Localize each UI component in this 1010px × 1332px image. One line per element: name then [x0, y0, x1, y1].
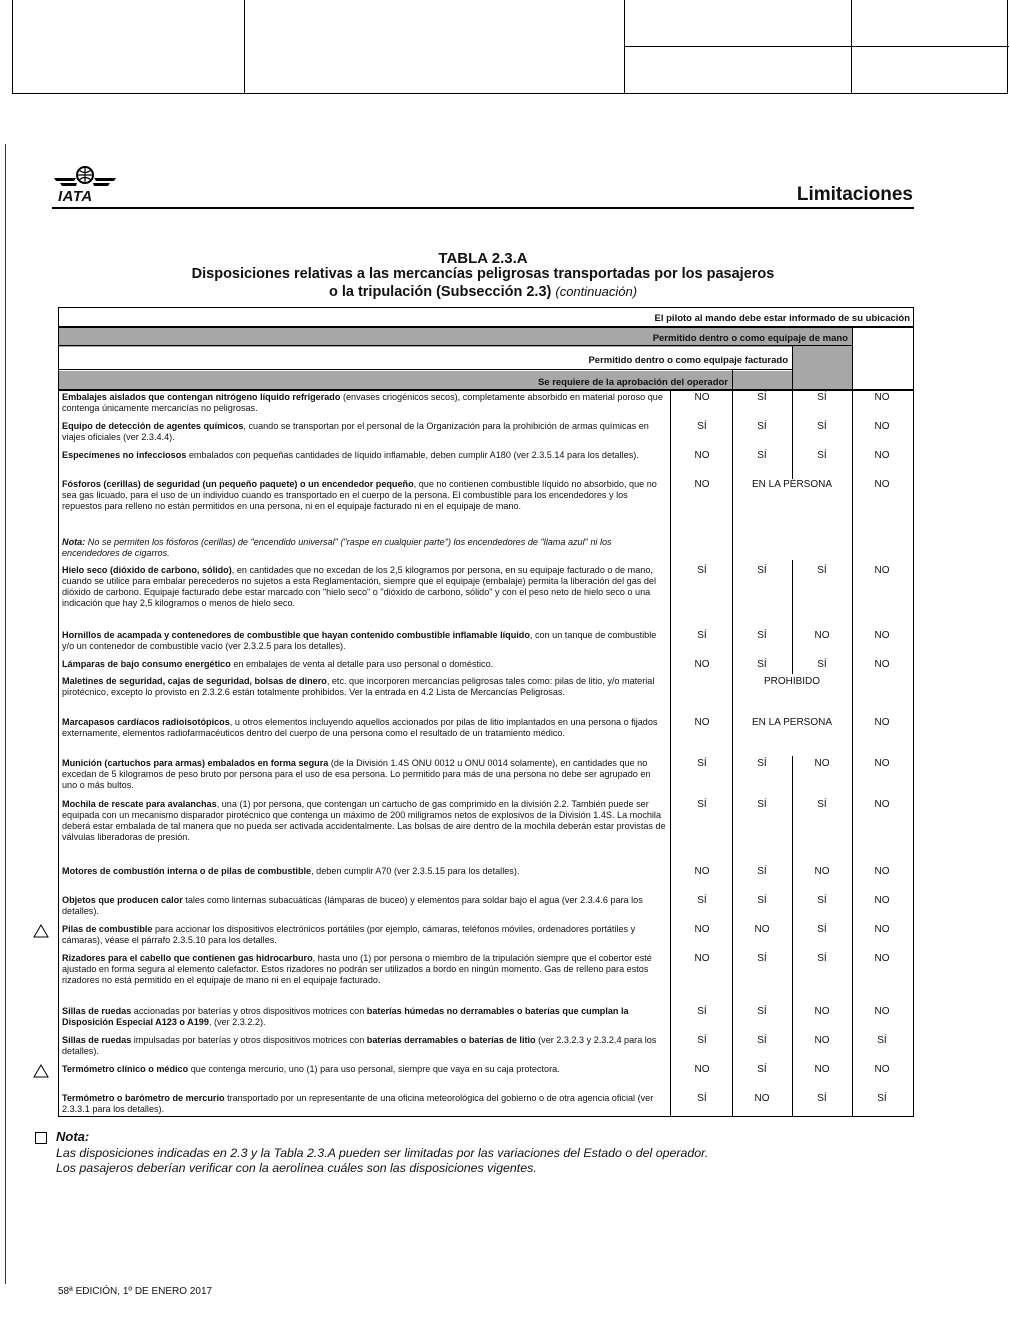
cell-facturado: SÍ	[757, 392, 767, 403]
cell-piloto: NO	[874, 565, 890, 576]
cell-facturado: SÍ	[757, 630, 767, 641]
cell-piloto: NO	[874, 1006, 890, 1017]
table-line	[670, 389, 671, 1117]
cell-mano: SÍ	[817, 799, 827, 810]
cell-aprobacion: NO	[694, 866, 710, 877]
cell-piloto: NO	[874, 392, 890, 403]
cell-facturado: SÍ	[757, 895, 767, 906]
cell-facturado: SÍ	[757, 1006, 767, 1017]
table-row: Fósforos (cerillas) de seguridad (un pequeño paquete) o un encendedor pequeño, que no contienen combustible líquido no absorbido, que no sea gas licuado, para el uso de un individuo cuando es transportado en el cuerpo de la persona. El combustible para los encendedores y los repuestos para relleno no están permitidos en una persona, ni en el equipaje facturado ni en el equipaje de mano.	[62, 479, 657, 511]
table-row: Objetos que producen calor tales como linternas subacuáticas (lámparas de buceo) y elementos para soldar bajo el agua (ver 2.3.4.6 para los detalles).	[62, 895, 643, 916]
table-row: Sillas de ruedas impulsadas por baterías y otros dispositivos motrices con baterías derramables o baterías de litio (ver 2.3.2.3 y 2.3.2.4 para los detalles).	[62, 1035, 657, 1056]
cell-aprobacion: SÍ	[697, 758, 707, 769]
cell-facturado: NO	[754, 924, 770, 935]
table-subtitle-2: o la tripulación (Subsección 2.3) (continuación)	[328, 284, 638, 300]
table-line	[58, 345, 852, 346]
cell-mano: SÍ	[817, 421, 827, 432]
header-shade	[732, 371, 792, 389]
cell-facturado: SÍ	[757, 1035, 767, 1046]
table-line	[58, 389, 914, 391]
revision-triangle-icon	[33, 1064, 49, 1078]
cell-facturado: SÍ	[757, 421, 767, 432]
cell-piloto: NO	[874, 717, 890, 728]
cell-facturado: SÍ	[757, 1064, 767, 1075]
table-row: Rizadores para el cabello que contienen gas hidrocarburo, hasta uno (1) por persona o miembro de la tripulación siempre que el cobertor esté ajustado en forma segura al elemento calefactor. Estos rizadores no podrán ser utilizados a bordo en ningún momento. Gas de relleno para estos rizadores no está permitido en el equipaje de mano ni en el equipaje facturado.	[62, 953, 652, 985]
cell-piloto: NO	[874, 479, 890, 490]
table-row: Sillas de ruedas accionadas por baterías y otros dispositivos motrices con baterías húmedas no derramables o baterías que cumplan la Disposición Especial A123 o A199, (ver 2.3.2.2).	[62, 1006, 629, 1027]
cell-piloto: NO	[874, 895, 890, 906]
table-line	[792, 560, 793, 674]
cell-piloto: SÍ	[877, 1035, 887, 1046]
cell-mano: SÍ	[817, 953, 827, 964]
table-line	[852, 389, 853, 1117]
header-facturado: Permitido dentro o como equipaje facturado	[588, 355, 788, 366]
cell-aprobacion: SÍ	[697, 799, 707, 810]
cell-aprobacion: SÍ	[697, 1035, 707, 1046]
header-piloto: El piloto al mando debe estar informado de su ubicación	[654, 313, 910, 324]
cell-piloto: SÍ	[877, 1093, 887, 1104]
cell-piloto: NO	[874, 953, 890, 964]
table-row: Lámparas de bajo consumo energético en embalajes de venta al detalle para uso personal o doméstico.	[62, 659, 494, 669]
cell-mano: SÍ	[817, 924, 827, 935]
cell-aprobacion: SÍ	[697, 565, 707, 576]
cell-mano: NO	[814, 1035, 830, 1046]
cell-piloto: NO	[874, 421, 890, 432]
cell-mano: SÍ	[817, 659, 827, 670]
cell-piloto: NO	[874, 924, 890, 935]
cell-aprobacion: SÍ	[697, 1006, 707, 1017]
cell-aprobacion: NO	[694, 924, 710, 935]
note-line: Las disposiciones indicadas en 2.3 y la Tabla 2.3.A pueden ser limitadas por las variaciones del Estado o del operador.	[56, 1146, 709, 1160]
cell-facturado: SÍ	[757, 565, 767, 576]
cell-aprobacion: NO	[694, 392, 710, 403]
header-rule	[52, 207, 914, 209]
cell-aprobacion: SÍ	[697, 421, 707, 432]
cell-facturado: NO	[754, 1093, 770, 1104]
cell-aprobacion: NO	[694, 450, 710, 461]
cell-piloto: NO	[874, 630, 890, 641]
table-row: Embalajes aislados que contengan nitrógeno líquido refrigerado (envases criogénicos secos), completamente absorbido en material poroso que contenga únicamente mercancías no peligrosas.	[62, 392, 663, 413]
cell-en-la-persona: EN LA PERSONA	[751, 717, 833, 728]
table-row: Mochila de rescate para avalanchas, una (1) por persona, que contengan un cartucho de gas comprimido en la división 2.2. También puede ser equipada con un mecanismo disparador pirotécnico que contenga un máximo de 200 miligramos netos de explosivos de la División 1.4S. La mochila deberá estar embalada de tal manera que no pueda ser activada accidentalmente. Las bolsas de aire dentro de la mochila deberán estar provistas de válvulas liberadoras de presión.	[62, 799, 666, 842]
cell-aprobacion: NO	[694, 953, 710, 964]
cell-en-la-persona: EN LA PERSONA	[751, 479, 833, 490]
table-subtitle: Disposiciones relativas a las mercancías peligrosas transportadas por los pasajeros	[191, 266, 775, 282]
table-line	[792, 756, 793, 1117]
cell-facturado: SÍ	[757, 659, 767, 670]
table-line	[732, 389, 733, 1117]
cell-prohibido: PROHIBIDO	[763, 676, 821, 687]
cell-aprobacion: SÍ	[697, 895, 707, 906]
grid-line	[624, 46, 1009, 47]
cell-facturado: SÍ	[757, 953, 767, 964]
cell-mano: SÍ	[817, 392, 827, 403]
cell-aprobacion: NO	[694, 1064, 710, 1075]
table-row: Pilas de combustible para accionar los dispositivos electrónicos portátiles (por ejemplo, cámaras, teléfonos móviles, ordenadores portátiles y cámaras), véase el párrafo 2.3.5.10 para los detalles.	[62, 924, 636, 945]
cell-piloto: NO	[874, 866, 890, 877]
cell-mano: NO	[814, 1064, 830, 1075]
header-shade	[792, 345, 852, 389]
iata-logo-text: IATA	[58, 188, 93, 205]
cell-mano: NO	[814, 1006, 830, 1017]
table-row: Maletines de seguridad, cajas de seguridad, bolsas de dinero, etc. que incorporen mercancías peligrosas tales como: pilas de litio, y/o material pirotécnico, excepto lo provisto en 2.3.2.6 están totalmente prohibidos. Ver la entrada en 4.2 Lista de Mercancías Peligrosas.	[62, 676, 655, 697]
table-row: Especímenes no infecciosos embalados con pequeñas cantidades de líquido inflamable, deben cumplir A180 (ver 2.3.5.14 para los detalles).	[62, 450, 639, 460]
table-row-note: Nota: No se permiten los fósforos (cerillas) de "encendido universal" ("raspe en cualquier parte") los encendedores de "llama azul" ni los encendedores de cigarros.	[62, 537, 612, 558]
cell-piloto: NO	[874, 758, 890, 769]
cell-mano: NO	[814, 630, 830, 641]
cell-mano: SÍ	[817, 895, 827, 906]
table-row: Hornillos de acampada y contenedores de combustible que hayan contenido combustible inflamable líquido, con un tanque de combustible y/o un contenedor de combustible vacío (ver 2.3.2.5 para los detalles).	[62, 630, 657, 651]
revision-square-icon	[35, 1132, 47, 1144]
edition-footer: 58ª EDICIÓN, 1º DE ENERO 2017	[58, 1286, 213, 1297]
table-line	[792, 389, 793, 479]
table-row: Marcapasos cardíacos radioisotópicos, u otros elementos incluyendo aquellos accionados por pilas de litio implantados en una persona o fijados externamente, elementos radiofarmacéuticos dentro del cuerpo de una persona como el resultado de un tratamiento médico.	[62, 717, 658, 738]
cell-piloto: NO	[874, 450, 890, 461]
cell-mano: NO	[814, 758, 830, 769]
table-line	[732, 369, 733, 389]
revision-triangle-icon	[33, 924, 49, 938]
cell-facturado: SÍ	[757, 866, 767, 877]
cell-aprobacion: SÍ	[697, 630, 707, 641]
cell-piloto: NO	[874, 1064, 890, 1075]
cell-aprobacion: NO	[694, 717, 710, 728]
note-text	[56, 1146, 916, 1176]
table-row: Hielo seco (dióxido de carbono, sólido), en cantidades que no excedan de los 2,5 kilogramos por persona, en su equipaje facturado o de mano, cuando se utilice para embalar perecederos no sujetos a esta Reglamentación, siempre que el equipaje (embalaje) permita la liberación del gas del dióxido de carbono. Equipaje facturado debe estar marcado con "hielo seco" o "dióxido de carbono, sólido" y con el peso neto de hielo seco o una indicación que hay 2,5 kilogramos o menos de hielo seco.	[62, 565, 656, 608]
table-row: Equipo de detección de agentes químicos, cuando se transportan por el personal de la Organización para la prohibición de armas químicas en viajes oficiales (ver 2.3.4.4).	[62, 421, 649, 442]
cell-facturado: SÍ	[757, 799, 767, 810]
cell-mano: SÍ	[817, 450, 827, 461]
table-row: Termómetro clínico o médico que contenga mercurio, uno (1) para uso personal, siempre que vaya en su caja protectora.	[62, 1064, 560, 1074]
header-mano: Permitido dentro o como equipaje de mano	[652, 333, 848, 344]
table-title: TABLA 2.3.A	[438, 250, 528, 267]
cell-piloto: NO	[874, 799, 890, 810]
cell-mano: SÍ	[817, 1093, 827, 1104]
cell-aprobacion: SÍ	[697, 1093, 707, 1104]
note-line: Los pasajeros deberían verificar con la aerolínea cuáles son las disposiciones vigentes.	[56, 1161, 537, 1175]
table-line	[852, 326, 853, 389]
cell-mano: SÍ	[817, 565, 827, 576]
table-line	[792, 345, 793, 389]
table-row: Termómetro o barómetro de mercurio transportado por un representante de una oficina meteorológica del gobierno o de otra agencia oficial (ver 2.3.3.1 para los detalles).	[62, 1093, 654, 1114]
form-header-grid	[12, 0, 1008, 94]
cell-piloto: NO	[874, 659, 890, 670]
note-title: Nota:	[56, 1129, 90, 1144]
grid-line	[244, 0, 245, 93]
table-row: Munición (cartuchos para armas) embalados en forma segura (de la División 1.4S ONU 0012 u ONU 0014 solamente), en cantidades que no excedan de 5 kilogramos de peso bruto por persona para el uso de esa persona. Lo permitido para más de una persona no debe ser agrupado en uno o más bultos.	[62, 758, 651, 790]
table-line	[58, 369, 792, 370]
header-aprobacion: Se requiere de la aprobación del operador	[537, 377, 728, 388]
cell-aprobacion: NO	[694, 659, 710, 670]
cell-facturado: SÍ	[757, 450, 767, 461]
table-line	[58, 326, 914, 328]
margin-rule	[5, 144, 6, 1284]
section-title: Limitaciones	[796, 184, 913, 205]
table-row: Motores de combustión interna o de pilas de combustible, deben cumplir A70 (ver 2.3.5.15 para los detalles).	[62, 866, 520, 876]
cell-facturado: SÍ	[757, 758, 767, 769]
cell-aprobacion: NO	[694, 479, 710, 490]
cell-mano: NO	[814, 866, 830, 877]
